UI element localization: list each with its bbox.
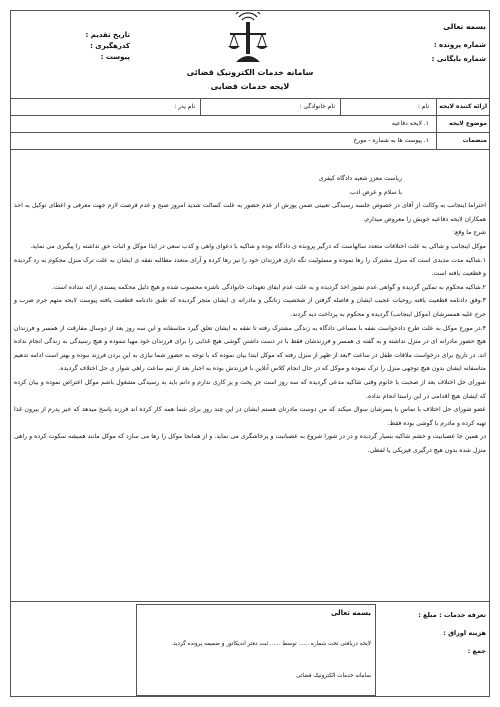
- fee-cost-label: هزینه اوراق :: [443, 629, 486, 637]
- salutation-greeting: با سلام و عرض ادب: [349, 188, 402, 196]
- father-name-label: نام پدر :: [174, 103, 195, 110]
- org-name: سامانه خدمات الکترونیک قضائی: [186, 68, 314, 77]
- bismillah: بسمه تعالی: [443, 22, 486, 31]
- form-name: لایحه خدمات قضایی: [210, 82, 290, 91]
- letter-body: [14, 172, 486, 457]
- paragraph: موکل اینجانب و شاکی به علت اختلافات متعدد سالهاست که درگیر پرونده ی دادگاه بوده و شاکیه با دعوای واهی و کذب سعی در ایذا موکل و اثبات حق نداشته را پیگیری می نماید.: [30, 242, 486, 250]
- registry-box: [136, 604, 376, 696]
- paragraph: در همین جا عصبانیت و خشم شاکیه بسیار گردیده و در در شورا شروع به عصبانیت و پرخاشگری می نماید. و از همانجا موکل را رها می سازد که موکل مانند همیشه سکوت کرده و راهی منزل شده بدون هیچ درگیری فیزیکی یا لفظی.: [14, 433, 486, 454]
- registry-title: بسمه تعالی: [330, 609, 371, 617]
- paragraph: ۴.در مورخ موکل به علت طرح دادخواست نفقه با مساعی دادگاه به زندگی مشترک رفته تا نفقه به ایشان تعلق گیرد متاسفانه و این سه روز بعد از دوسال مفارقت از همسر و فرزندان هیچ حضور مادرانه ای در منزل نداشته و به گفته ی همسر و فرزندشان فقط با در دست داشتن گوشی هیچ غذایی را برای فرزندان خود مهیا ننموده و هیچ رسیدگی به زندگی انجام نداده اند. در تاریخ برای درخواست ملاقات طفل در ساعت ۳بعد از ظهر از منزل رفته که موکل ابتدا بیان نموده که با توجه به حضور شما نیازی به این بردن فرزند نبوده و بهتر است ادامه تدهیم متاسفانه ایشان بدون هیچ توجهی منزل را ترک نموده و موکل که در حال انجام کلاس آنلاین با فرزندش بوده به اجبار بعد از نیم ساعت راهی شوار ی حل اختلاف گردیده.: [14, 324, 486, 373]
- salutation-addressee: ریاست معزز شعبه دادگاه کیفری: [318, 175, 402, 182]
- submit-date-label: تاریخ تقدیم :: [85, 31, 130, 39]
- divider: [200, 99, 201, 115]
- registry-org: سامانه خدمات الکترونیک قضائی: [296, 673, 371, 679]
- divider: [340, 99, 341, 115]
- attachments-label: منضمات: [436, 133, 490, 149]
- registry-note: لایحه دریافتی تحت شماره ...... توسط ...... ثبت دفتر اندیکاتور و ضمیمه پرونده گردید.: [171, 641, 371, 647]
- judiciary-emblem-icon: [222, 12, 274, 68]
- paragraph: عضو شورای حل اختلاف با تماس با پسرشان سوال میکند که من دوست مادرتان هستم ایشان در این چند روز برای شما همه کار کرده اند فرزند پاسخ میدهد که خیر پدرم از بیرون غذا تهیه کرده و مادرم با گوشی بوده فقط.: [14, 406, 486, 427]
- subject-value: ۱. لایحه دفاعیه: [391, 120, 429, 127]
- paragraph-intro: احتراما اینجانب به وکالت از آقای در خصوص جلسه رسیدگی تعیینی ضمن پوزش از عدم حضور به علت کسالت شدید امروز صبح و عدم فرصت لازم جهت معرفی و اعطای توکیل به احد همکاران لایحه دفاعیه خویش را معروض میدارم.: [14, 202, 486, 223]
- attachment-label: پیوست :: [100, 53, 130, 61]
- info-table: [10, 98, 490, 150]
- filer-label: ارائه کننده لایحه: [436, 99, 490, 115]
- tracking-code-label: کدرهگیری :: [90, 42, 130, 50]
- subject-row: [10, 116, 490, 133]
- paragraph: شورای حل اختلاف بعد از صحبت با خانوم وقتی شاکیه مدعی گردیده که سه روز است جز پخت و پز کاری ندارم و دانم باید به رسیدگی مشغول باشم موکل اعتراض نموده و بیان کرده که ایشان هیچ اقدامی در این راستا انجام نداده.: [14, 378, 486, 400]
- attachments-value: ۱. پیوست ها به شماره - مورخ: [353, 137, 429, 144]
- fee-label: تعرفه خدمات : مبلغ :: [418, 611, 486, 619]
- filer-row: [10, 99, 490, 116]
- total-label: جمع :: [467, 647, 486, 655]
- header-right: [376, 20, 486, 66]
- paragraph: ۲.شاکیه محکوم به تمکین گردیده و گواهی عدم نشوز اخذ گردیده و به علت عدم ایفای تعهدات خانوادگی ناشزه محسوب شده و هیچ دلیل محکمه پسندی ارائه ننداده است.: [51, 283, 486, 291]
- attachments-row: [10, 133, 490, 150]
- bottom-divider: [10, 601, 490, 602]
- name-label: نام :: [417, 103, 429, 110]
- case-number-label: شماره پرونده :: [433, 41, 486, 49]
- paragraph-heading: شرح ما وقع:: [452, 229, 486, 237]
- paragraph: ۱.شاکیه مدت مدیدی است که منزل مشترک را رها نموده و مسئولیت نگه داری فرزندان خود را نیز رها کرده و آرای متعدد مطالبه نفقه ی ایشان به علت ترک منزل محکوم به رد گردیده و قطعیت یافته است.: [14, 256, 486, 278]
- surname-label: نام خانوادگی :: [299, 103, 335, 110]
- paragraph: ۳.وفق دادنامه قطعیت یافته روحیات عجیب ایشان و فاصله گرفتن از شخصیت زنانگی و مادرانه ی ایشان منجر گردیده که طبق دادنامه قطعیت یافته پیوست لایحه متهم جرم ضرب و جرح علیه همسرشان (موکل اینجانب) گردیده و محکوم به پرداخت دیه گردند.: [14, 297, 486, 318]
- subject-label: موضوع لایحه: [436, 116, 490, 132]
- header-left: [30, 30, 130, 63]
- archive-number-label: شماره بایگانی :: [431, 55, 486, 63]
- fee-block: [376, 606, 486, 660]
